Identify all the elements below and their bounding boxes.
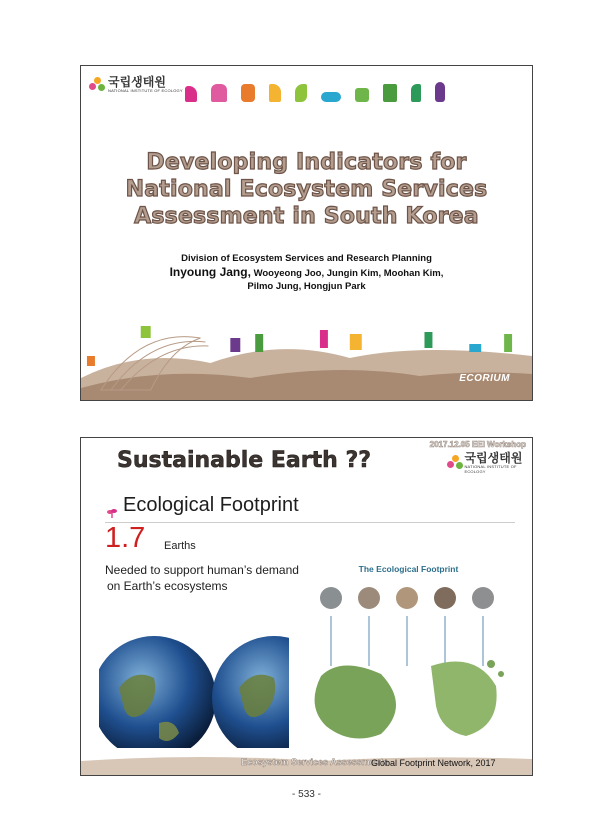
logo-subtitle: NATIONAL INSTITUTE OF ECOLOGY [464, 464, 517, 474]
content-slide [80, 437, 533, 776]
presentation-title [81, 149, 532, 230]
demand-line-1: Needed to support human’s demand [105, 563, 299, 577]
title-line-3: Assessment in South Korea [134, 204, 479, 229]
source-citation: Global Footprint Network, 2017 [371, 758, 496, 768]
ecological-footprint-figure [301, 556, 516, 751]
earths-number: 1.7 [105, 522, 146, 554]
title-line-1: Developing Indicators for [146, 150, 467, 175]
nie-logo [89, 76, 183, 93]
footer-ecosystem-services: Ecosystem Services Assessments [241, 757, 389, 767]
antelope-icon [241, 84, 255, 102]
division-name: Division of Ecosystem Services and Research Planning [181, 253, 432, 264]
figure-title: The Ecological Footprint [358, 564, 459, 574]
nie-logo-mark-icon [89, 77, 105, 93]
logo-subtitle: NATIONAL INSTITUTE OF ECOLOGY [108, 88, 183, 93]
demand-description [105, 562, 299, 594]
title-slide [80, 65, 533, 401]
fish-icon [321, 92, 341, 102]
workshop-label: 2017.12.05 EEI Workshop [429, 440, 526, 449]
co-authors-line-1: Wooyeong Joo, Jungin Kim, Moohan Kim, [253, 268, 444, 279]
ecorium-brand: ECORIUM [459, 373, 510, 384]
deer-icon [211, 84, 227, 102]
co-authors-line-2: Pilmo Jung, Hongjun Park [247, 281, 366, 292]
seahorse-icon [295, 84, 307, 102]
lead-author: Inyoung Jang, [169, 265, 251, 279]
title-line-2: National Ecosystem Services [125, 177, 488, 202]
heron-icon [411, 84, 421, 102]
logo-name: 국립생태원 [464, 451, 523, 465]
logo-name: 국립생태원 [108, 75, 166, 89]
bird-icon [185, 86, 197, 102]
animal-icons-row [185, 82, 445, 102]
section-title-text: Ecological Footprint [123, 494, 299, 516]
earth-globes-image [99, 628, 289, 748]
authors [81, 266, 532, 293]
earths-unit: Earths [164, 540, 196, 552]
nie-logo-mark-icon [447, 455, 461, 471]
sprout-icon [107, 501, 117, 511]
giraffe-icon [269, 84, 281, 102]
penguin-icon [435, 82, 445, 102]
slide-heading: Sustainable Earth ?? [117, 448, 371, 473]
footprint-diagram [301, 556, 516, 751]
page-number: - 533 - [292, 789, 321, 800]
cactus-icon [355, 88, 369, 102]
section-title [107, 494, 299, 517]
landscape-illustration [81, 318, 532, 400]
plant-icon [383, 84, 397, 102]
nie-logo-small [447, 452, 532, 474]
demand-line-2: on Earth’s ecosystems [107, 579, 228, 593]
title-divider [105, 522, 515, 523]
